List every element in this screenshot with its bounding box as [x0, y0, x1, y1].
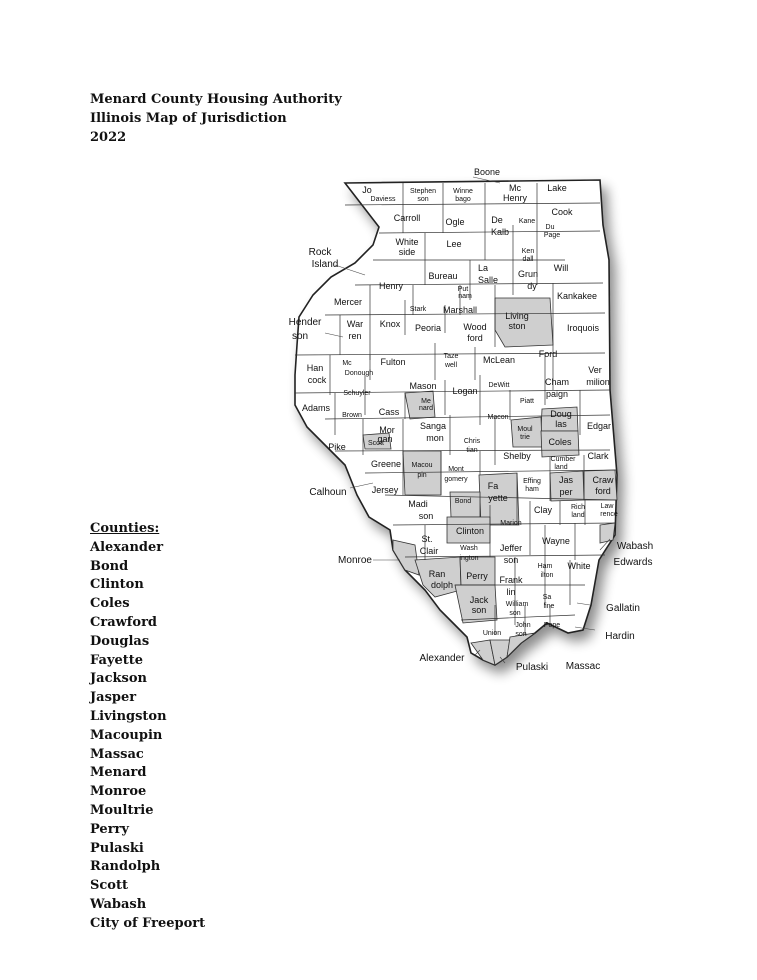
label-warren-1: War: [346, 319, 364, 329]
label-kendall-2: dall: [522, 256, 534, 263]
label-johnson-1: John: [515, 622, 531, 629]
label-woodford-1: Wood: [463, 322, 487, 332]
label-kane: Kane: [518, 218, 536, 225]
label-macoupin-1: Macou: [411, 462, 433, 469]
label-warren-2: ren: [348, 331, 362, 341]
label-lee: Lee: [446, 239, 462, 249]
label-marshall: Marshall: [442, 305, 478, 315]
label-vermilion-1: Ver: [588, 365, 602, 375]
label-greene: Greene: [370, 459, 402, 469]
label-ogle: Ogle: [445, 217, 465, 227]
label-crawford-2: ford: [595, 486, 611, 496]
county-list-item: Douglas: [90, 633, 150, 649]
label-moultrie-2: trie: [520, 434, 530, 441]
label-effingham-2: ham: [525, 486, 539, 493]
label-christian-2: tian: [466, 447, 478, 454]
label-winnebago-2: bago: [455, 196, 471, 203]
label-white: White: [567, 561, 591, 571]
label-fayette-2: yette: [488, 493, 508, 503]
county-list-item: Moultrie: [90, 802, 154, 818]
label-jasper-2: per: [559, 487, 573, 497]
title-line-1: Menard County Housing Authority: [90, 92, 342, 107]
county-list-item: Fayette: [90, 652, 144, 668]
label-scott: Scott: [368, 440, 384, 447]
label-whiteside-2: side: [398, 247, 416, 257]
label-schuyler: Schuyler: [343, 390, 371, 397]
label-henry: Henry: [378, 281, 404, 291]
label-lasalle-2: Salle: [477, 275, 499, 285]
label-saline-1: Sa: [542, 594, 552, 601]
label-effingham-1: Effing: [523, 478, 541, 485]
county-list-item: Alexander: [90, 539, 164, 555]
label-pike: Pike: [328, 442, 346, 452]
label-douglas-2: las: [555, 419, 567, 429]
label-mercer: Mercer: [333, 297, 363, 307]
counties-heading: Counties:: [90, 521, 160, 536]
label-livingston-1: Living: [505, 311, 529, 321]
label-morgan-2: gan: [377, 434, 393, 444]
label-mchenry-1: Mc: [509, 183, 521, 193]
label-franklin-1: Frank: [499, 575, 523, 585]
label-lawrence-2: rence: [600, 511, 618, 518]
county-list-item: Bond: [90, 558, 129, 574]
label-randolph-1: Ran: [428, 569, 446, 579]
label-cumberland-2: land: [554, 464, 568, 471]
label-williamson-2: son: [509, 610, 521, 617]
county-list-item: Macoupin: [90, 727, 163, 743]
county-list-item: Livingston: [90, 708, 167, 724]
label-putnam-2: nam: [458, 293, 472, 300]
illinois-map: [285, 165, 654, 705]
label-stclair-1: St.: [421, 534, 433, 544]
county-list-item: City of Freeport: [90, 915, 206, 931]
label-washington-1: Wash: [460, 545, 478, 552]
label-edgar: Edgar: [586, 421, 612, 431]
label-dupage-2: Page: [543, 232, 561, 239]
county-list-item: Massac: [90, 746, 144, 762]
label-pope: Pope: [543, 622, 561, 629]
label-shelby: Shelby: [503, 451, 531, 461]
label-union: Union: [482, 630, 502, 637]
label-massac: Massac: [565, 661, 601, 672]
label-richland-1: Rich: [570, 504, 586, 511]
label-kendall-1: Ken: [521, 248, 535, 255]
label-calhoun: Calhoun: [309, 487, 347, 498]
county-list-item: Randolph: [90, 859, 161, 875]
label-christian-1: Chris: [463, 438, 481, 445]
label-franklin-2: lin: [506, 587, 516, 597]
label-rock-island-1: Rock: [308, 247, 332, 258]
label-morgan-1: Mor: [379, 425, 395, 435]
label-tazewell-2: well: [444, 362, 458, 369]
label-montgomery-1: Mont: [448, 466, 464, 473]
county-list-item: Wabash: [90, 896, 147, 912]
label-sangamon-1: Sanga: [419, 421, 447, 431]
label-saline-2: line: [543, 603, 555, 610]
label-kankakee: Kankakee: [556, 291, 598, 301]
label-bureau: Bureau: [428, 271, 458, 281]
label-fayette-1: Fa: [487, 481, 499, 491]
label-jersey: Jersey: [371, 485, 399, 495]
label-dewitt: DeWitt: [488, 382, 510, 389]
label-edwards: Edwards: [613, 557, 653, 568]
label-randolph-2: dolph: [430, 580, 454, 590]
label-menard-1: Me: [421, 398, 431, 405]
label-brown: Brown: [342, 412, 362, 419]
label-mcdonough-2: Donough: [344, 370, 374, 377]
label-ford: Ford: [538, 349, 558, 359]
label-washington-2: ington: [459, 555, 479, 562]
label-clinton: Clinton: [455, 526, 485, 536]
label-cumberland-1: Cumber: [550, 456, 576, 463]
label-champaign-1: Cham: [544, 377, 570, 387]
label-madison-1: Madi: [408, 499, 428, 509]
label-adams: Adams: [301, 403, 331, 413]
county-list-item: Jasper: [90, 690, 137, 706]
label-richland-2: land: [571, 512, 585, 519]
label-henderson-2: son: [291, 331, 309, 342]
label-cook: Cook: [551, 207, 573, 217]
label-crawford-1: Craw: [592, 475, 614, 485]
label-dupage-1: Du: [545, 224, 555, 231]
label-lasalle-1: La: [477, 263, 489, 273]
label-hancock-1: Han: [306, 363, 324, 373]
label-henderson-1: Hender: [288, 317, 322, 328]
illinois-map-svg: [285, 165, 654, 705]
label-johnson-2: son: [515, 631, 527, 638]
county-wabash: [600, 523, 615, 543]
label-coles: Coles: [548, 437, 572, 447]
label-champaign-2: paign: [545, 389, 569, 399]
label-moultrie-1: Moul: [517, 426, 533, 433]
label-boone: Boone: [473, 167, 501, 177]
label-monroe: Monroe: [338, 555, 372, 566]
label-mchenry-2: Henry: [502, 193, 528, 203]
label-hamilton-1: Ham: [537, 563, 553, 570]
county-list-item: Perry: [90, 821, 129, 837]
label-wabash: Wabash: [616, 541, 654, 552]
county-list-item: Clinton: [90, 577, 144, 593]
label-putnam-1: Put: [457, 286, 469, 293]
label-sangamon-2: mon: [426, 433, 444, 443]
label-piatt: Piatt: [519, 398, 535, 405]
label-stephenson-1: Stephen: [409, 188, 437, 195]
label-logan: Logan: [452, 386, 478, 396]
label-marion: Marion: [500, 520, 522, 527]
label-lake: Lake: [547, 183, 567, 193]
county-list-item: Menard: [90, 765, 147, 781]
label-stclair-2: Clair: [419, 546, 439, 556]
county-list-item: Coles: [90, 596, 130, 612]
county-list-item: Crawford: [90, 614, 158, 630]
label-hamilton-2: ilton: [540, 572, 554, 579]
label-montgomery-2: gomery: [444, 476, 468, 483]
label-mason: Mason: [409, 381, 437, 391]
label-mcdonough-1: Mc: [342, 360, 352, 367]
label-jasper-1: Jas: [558, 475, 574, 485]
label-macon: Macon: [487, 414, 509, 421]
title-line-3: 2022: [90, 130, 127, 145]
label-perry: Perry: [466, 571, 488, 581]
label-livingston-2: ston: [508, 321, 526, 331]
label-whiteside-1: White: [395, 237, 419, 247]
label-williamson-1: William: [505, 601, 529, 608]
label-tazewell-1: Taze: [443, 353, 459, 360]
label-wayne: Wayne: [542, 536, 570, 546]
label-stark: Stark: [409, 306, 427, 313]
label-jo-daviess-1: Jo: [362, 185, 372, 195]
label-bond: Bond: [454, 498, 472, 505]
county-list-item: Pulaski: [90, 840, 144, 856]
label-pulaski: Pulaski: [515, 662, 549, 673]
title-line-2: Illinois Map of Jurisdiction: [90, 111, 287, 126]
label-peoria: Peoria: [414, 323, 442, 333]
label-fulton: Fulton: [380, 357, 406, 367]
county-list-item: Monroe: [90, 784, 147, 800]
label-jackson-2: son: [471, 605, 487, 615]
label-dekalb-1: De: [491, 215, 503, 225]
label-carroll: Carroll: [393, 213, 421, 223]
label-mclean: McLean: [482, 355, 516, 365]
label-hancock-2: cock: [307, 375, 327, 385]
label-rock-island-2: Island: [311, 259, 339, 270]
label-madison-2: son: [418, 511, 434, 521]
label-lawrence-1: Law: [600, 503, 614, 510]
county-list-item: Scott: [90, 878, 128, 894]
counties-list: [90, 520, 205, 934]
label-knox: Knox: [379, 319, 401, 329]
label-menard-2: nard: [418, 405, 434, 412]
label-grundy-1: Grun: [517, 269, 539, 279]
label-iroquois: Iroquois: [566, 323, 600, 333]
label-woodford-2: ford: [467, 333, 483, 343]
label-gallatin: Gallatin: [606, 603, 640, 614]
title-block: [90, 90, 342, 147]
label-alexander: Alexander: [419, 653, 465, 664]
label-clark: Clark: [587, 451, 609, 461]
label-jefferson-2: son: [503, 555, 519, 565]
label-jefferson-1: Jeffer: [499, 543, 523, 553]
label-douglas-1: Doug: [550, 409, 572, 419]
label-dekalb-2: Kalb: [490, 227, 510, 237]
label-winnebago-1: Winne: [453, 188, 473, 195]
county-list-item: Jackson: [90, 671, 147, 687]
label-macoupin-2: pin: [417, 472, 427, 479]
label-clay: Clay: [533, 505, 553, 515]
label-vermilion-2: milion: [586, 377, 610, 387]
label-grundy-2: dy: [527, 281, 537, 291]
label-cass: Cass: [378, 407, 400, 417]
label-will: Will: [553, 263, 569, 273]
label-stephenson-2: son: [417, 196, 429, 203]
label-hardin: Hardin: [605, 631, 635, 642]
label-jo-daviess-2: Daviess: [370, 196, 396, 203]
label-jackson-1: Jack: [469, 595, 489, 605]
